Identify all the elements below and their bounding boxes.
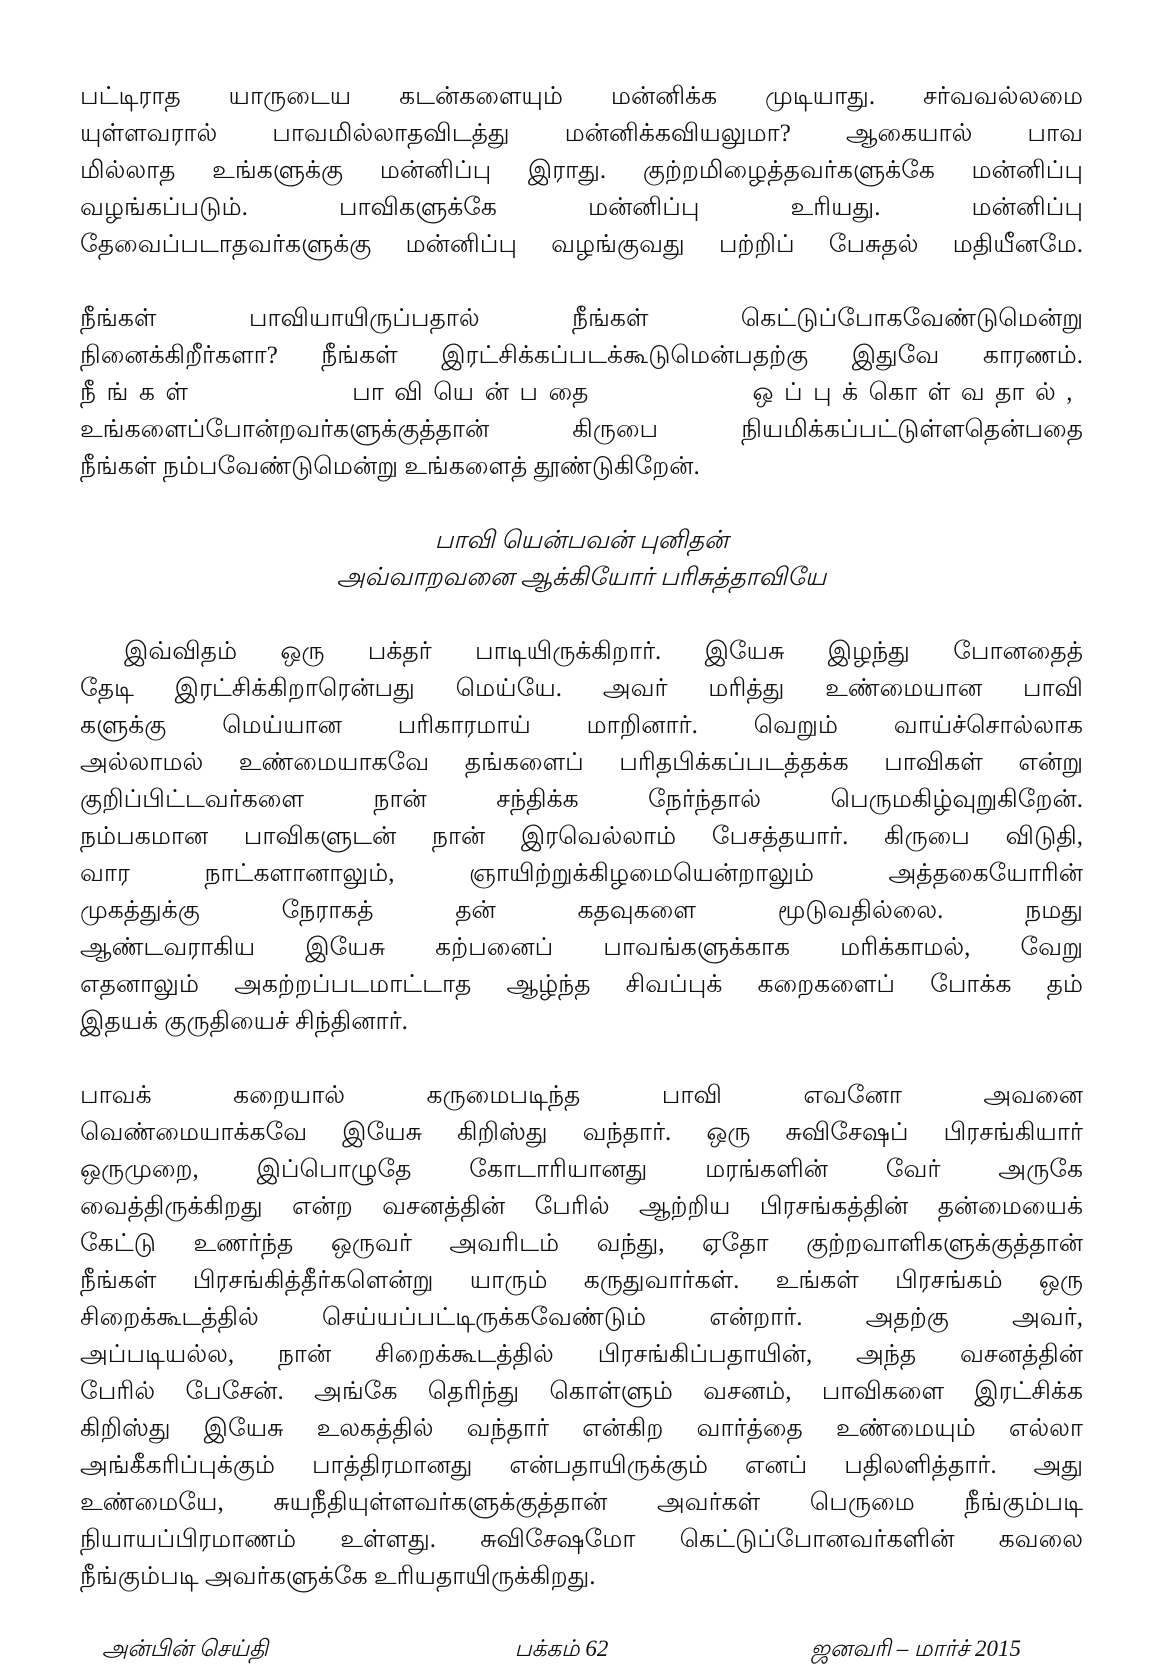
text-line: வார நாட்களானாலும், ஞாயிற்றுக்கிழமையென்றாலும் அத்தகையோரின்	[80, 860, 1083, 887]
text-line: யுள்ளவரால் பாவமில்லாதவிடத்து மன்னிக்கவியலுமா? ஆகையால் பாவ	[80, 120, 1083, 147]
text-line: பேரில் பேசேன். அங்கே தெரிந்து கொள்ளும் வசனம், பாவிகளை இரட்சிக்க	[80, 1378, 1083, 1405]
text-line: கேட்டு உணர்ந்த ஒருவர் அவரிடம் வந்து, ஏதோ குற்றவாளிகளுக்குத்தான்	[80, 1230, 1083, 1257]
paragraph-you-are-sinner	[80, 300, 1083, 485]
text-line: எதனாலும் அகற்றப்படமாட்டாத ஆழ்ந்த சிவப்புக் கறைகளைப் போக்க தம்	[80, 971, 1083, 998]
text-line: தேடி இரட்சிக்கிறாரென்பது மெய்யே. அவர் மரித்து உண்மையான பாவி	[80, 675, 1083, 702]
text-line: நீங்கள் பிரசங்கித்தீர்களென்று யாரும் கருதுவார்கள். உங்கள் பிரசங்கம் ஒரு	[80, 1267, 1083, 1294]
text-line: முகத்துக்கு நேராகத் தன் கதவுகளை மூடுவதில்லை. நமது	[80, 897, 1083, 924]
paragraph-forgiveness	[80, 78, 1083, 263]
text-line: மில்லாத உங்களுக்கு மன்னிப்பு இராது. குற்றமிழைத்தவர்களுக்கே மன்னிப்பு	[80, 157, 1083, 184]
paragraph-preacher-story	[80, 1077, 1083, 1595]
text-line: கிறிஸ்து இயேசு உலகத்தில் வந்தார் என்கிற வார்த்தை உண்மையும் எல்லா	[80, 1415, 1083, 1442]
page-footer	[80, 1632, 1083, 1666]
text-line: குறிப்பிட்டவர்களை நான் சந்திக்க நேர்ந்தால் பெருமகிழ்வுறுகிறேன்.	[80, 786, 1083, 813]
text-line: ஆண்டவராகிய இயேசு கற்பனைப் பாவங்களுக்காக மரிக்காமல், வேறு	[80, 934, 1083, 961]
footer-page-number: பக்கம் 62	[514, 1636, 609, 1661]
text-line: ஒருமுறை, இப்பொழுதே கோடாரியானது மரங்களின் வேர் அருகே	[80, 1156, 1083, 1183]
text-line: வைத்திருக்கிறது என்ற வசனத்தின் பேரில் ஆற்றிய பிரசங்கத்தின் தன்மையைக்	[80, 1193, 1083, 1220]
text-line: நீங்கள் பாவியாயிருப்பதால் நீங்கள் கெட்டுப்போகவேண்டுமென்று	[80, 305, 1083, 332]
text-line: நியாயப்பிரமாணம் உள்ளது. சுவிசேஷமோ கெட்டுப்போனவர்களின் கவலை	[80, 1526, 1083, 1553]
verse-line: அவ்வாறவனை ஆக்கியோர் பரிசுத்தாவியே	[336, 564, 827, 591]
footer-issue-date: ஜனவரி – மார்ச் 2015	[810, 1636, 1021, 1661]
text-line: நீங்கும்படி அவர்களுக்கே உரியதாயிருக்கிறது.	[80, 1563, 596, 1590]
verse-line: பாவி யென்பவன் புனிதன்	[434, 527, 729, 554]
text-line: இதயக் குருதியைச் சிந்தினார்.	[80, 1008, 408, 1035]
text-line: நினைக்கிறீர்களா? நீங்கள் இரட்சிக்கப்படக்கூடுமென்பதற்கு இதுவே காரணம்.	[80, 342, 1083, 369]
text-line: சிறைக்கூடத்தில் செய்யப்பட்டிருக்கவேண்டும் என்றார். அதற்கு அவர்,	[80, 1304, 1083, 1331]
text-line: இவ்விதம் ஒரு பக்தர் பாடியிருக்கிறார். இயேசு இழந்து போனதைத்	[124, 638, 1083, 665]
text-line: அல்லாமல் உண்மையாகவே தங்களைப் பரிதபிக்கப்படத்தக்க பாவிகள் என்று	[80, 749, 1083, 776]
text-line: களுக்கு மெய்யான பரிகாரமாய் மாறினார். வெறும் வாய்ச்சொல்லாக	[80, 712, 1083, 739]
text-line: பாவக் கறையால் கருமைபடிந்த பாவி எவனோ அவனை	[80, 1082, 1083, 1109]
text-line: உங்களைப்போன்றவர்களுக்குத்தான் கிருபை நியமிக்கப்பட்டுள்ளதென்பதை	[80, 416, 1083, 443]
paragraph-devotee-song	[80, 633, 1083, 1040]
footer-journal-title: அன்பின் செய்தி	[102, 1636, 269, 1661]
text-line: உண்மையே, சுயநீதியுள்ளவர்களுக்குத்தான் அவர்கள் பெருமை நீங்கும்படி	[80, 1489, 1083, 1516]
text-line: அங்கீகரிப்புக்கும் பாத்திரமானது என்பதாயிருக்கும் எனப் பதிலளித்தார். அது	[80, 1452, 1083, 1479]
text-line: தேவைப்படாதவர்களுக்கு மன்னிப்பு வழங்குவது பற்றிப் பேசுதல் மதியீனமே.	[80, 231, 1083, 258]
text-line-letterspaced: நீங்கள் பாவியென்பதை ஒப்புக்கொள்வதால்,	[80, 379, 1083, 406]
text-line: அப்படியல்ல, நான் சிறைக்கூடத்தில் பிரசங்கிப்பதாயின், அந்த வசனத்தின்	[80, 1341, 1083, 1368]
verse-couplet	[80, 522, 1083, 596]
text-line: வழங்கப்படும். பாவிகளுக்கே மன்னிப்பு உரியது. மன்னிப்பு	[80, 194, 1083, 221]
text-line: பட்டிராத யாருடைய கடன்களையும் மன்னிக்க முடியாது. சர்வவல்லமை	[80, 83, 1083, 110]
text-line: நம்பகமான பாவிகளுடன் நான் இரவெல்லாம் பேசத்தயார். கிருபை விடுதி,	[80, 823, 1083, 850]
text-line: வெண்மையாக்கவே இயேசு கிறிஸ்து வந்தார். ஒரு சுவிசேஷப் பிரசங்கியார்	[80, 1119, 1083, 1146]
text-line: நீங்கள் நம்பவேண்டுமென்று உங்களைத் தூண்டுகிறேன்.	[80, 453, 700, 480]
